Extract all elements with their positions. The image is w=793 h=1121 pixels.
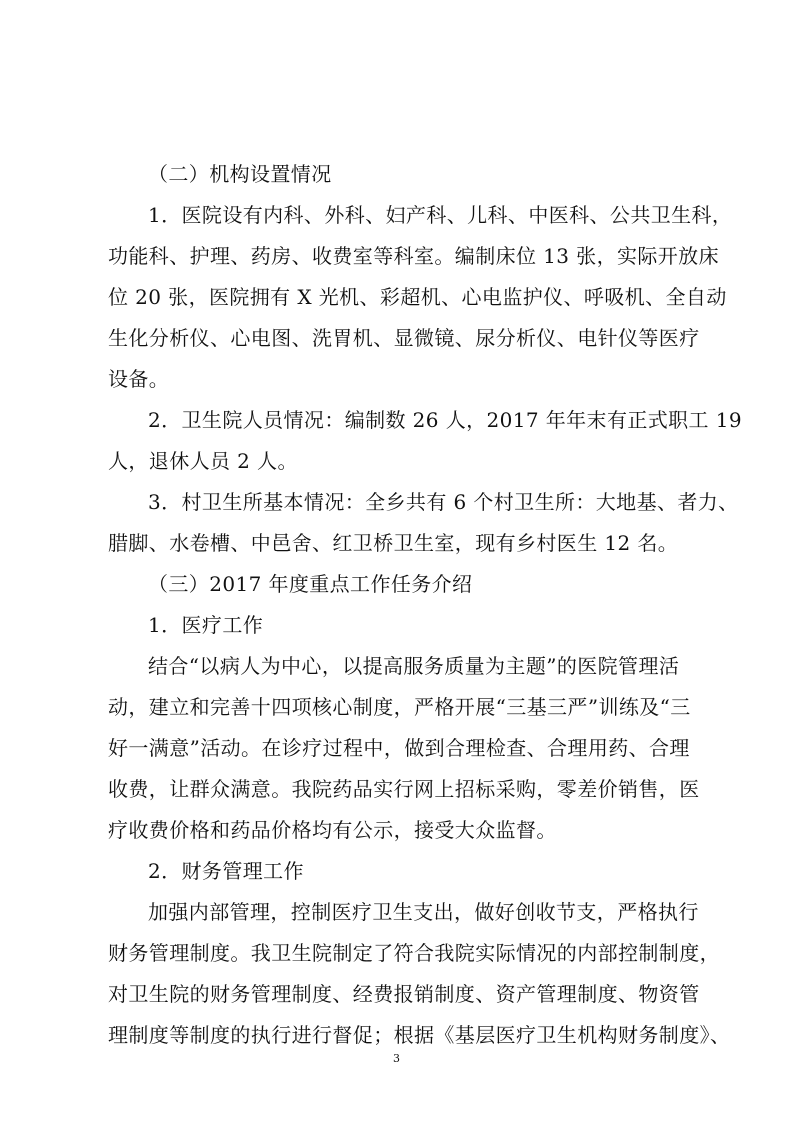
- finance-line-2: 财务管理制度。我卫生院制定了符合我院实际情况的内部控制制度，: [108, 941, 720, 965]
- item-1-line-2: 功能科、护理、药房、收费室等科室。编制床位 13 张，实际开放床: [108, 244, 719, 268]
- section-3-heading: （三）2017 年度重点工作任务介绍: [148, 572, 473, 596]
- finance-line-1: 加强内部管理，控制医疗卫生支出，做好创收节支，严格执行: [148, 900, 699, 924]
- page-number: 3: [393, 1052, 400, 1065]
- section-2-heading: （二）机构设置情况: [148, 162, 332, 186]
- medical-line-2: 动，建立和完善十四项核心制度，严格开展“三基三严”训练及“三: [108, 695, 691, 719]
- item-3-line-1: 3．村卫生所基本情况：全乡共有 6 个村卫生所：大地基、者力、: [148, 490, 739, 514]
- item-1-line-5: 设备。: [108, 367, 170, 391]
- item-1-line-3: 位 20 张，医院拥有 X 光机、彩超机、心电监护仪、呼吸机、全自动: [108, 285, 727, 309]
- item-2-line-2: 人，退休人员 2 人。: [108, 449, 298, 473]
- medical-line-4: 收费，让群众满意。我院药品实行网上招标采购，零差价销售，医: [108, 777, 700, 801]
- item-1-line-4: 生化分析仪、心电图、洗胃机、显微镜、尿分析仪、电针仪等医疗: [108, 326, 700, 350]
- medical-work-title: 1．医疗工作: [148, 613, 264, 637]
- item-3-line-2: 腊脚、水卷槽、中邑舍、红卫桥卫生室，现有乡村医生 12 名。: [108, 531, 679, 555]
- item-1-line-1: 1．医院设有内科、外科、妇产科、儿科、中医科、公共卫生科，: [148, 203, 733, 227]
- medical-line-3: 好一满意”活动。在诊疗过程中，做到合理检查、合理用药、合理: [108, 736, 690, 760]
- item-2-line-1: 2．卫生院人员情况：编制数 26 人，2017 年年末有正式职工 19: [148, 408, 742, 432]
- medical-line-5: 疗收费价格和药品价格均有公示，接受大众监督。: [108, 818, 557, 842]
- finance-line-4: 理制度等制度的执行进行督促；根据《基层医疗卫生机构财务制度》、: [108, 1023, 731, 1047]
- finance-line-3: 对卫生院的财务管理制度、经费报销制度、资产管理制度、物资管: [108, 982, 700, 1006]
- medical-line-1: 结合“以病人为中心，以提高服务质量为主题”的医院管理活: [148, 654, 680, 678]
- finance-work-title: 2．财务管理工作: [148, 859, 304, 883]
